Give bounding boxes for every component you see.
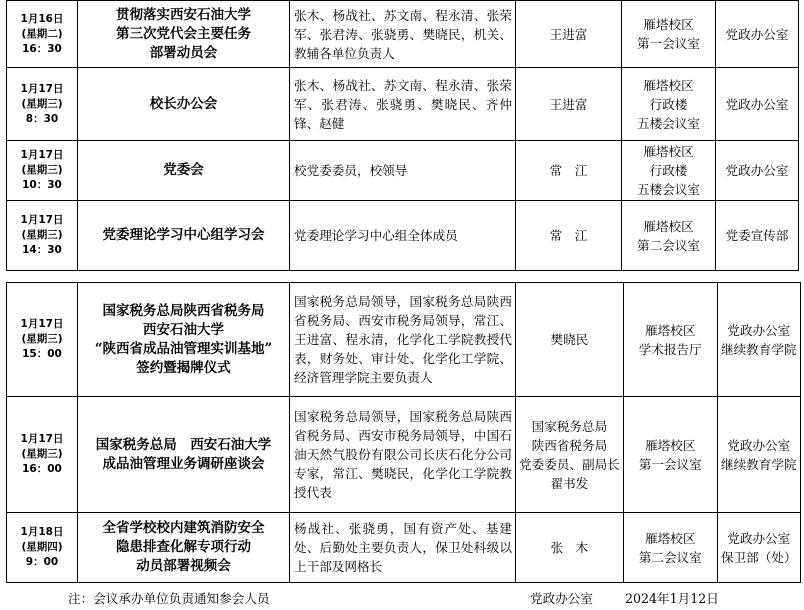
meeting-row [7, 141, 799, 201]
meeting-place: 雁塔校区 行政楼 五楼会议室 [622, 141, 716, 201]
footer-date: 2024年1月12日 [625, 591, 719, 606]
meeting-leader: 张 木 [516, 513, 624, 583]
meeting-time: 1月17日 (星期三) 16：00 [7, 397, 78, 513]
meeting-title: 国家税务总局 西安石油大学 成品油管理业务调研座谈会 [78, 397, 290, 513]
meeting-time: 1月18日 (星期四) 9：00 [7, 513, 78, 583]
meeting-row [7, 397, 801, 513]
meeting-organizer: 党委宣传部 [716, 201, 799, 271]
meeting-leader: 王进富 [516, 1, 622, 68]
meeting-leader: 樊晓民 [516, 283, 624, 397]
meeting-title: 党委会 [78, 141, 290, 201]
meeting-time: 1月17日 (星期三) 14：30 [7, 201, 78, 271]
schedule-table-part2 [6, 282, 801, 583]
meeting-title: 校长办公会 [78, 68, 290, 141]
meeting-title: 全省学校校内建筑消防安全 隐患排查化解专项行动 动员部署视频会 [78, 513, 290, 583]
meeting-row [7, 513, 801, 583]
meeting-title: 国家税务总局陕西省税务局 西安石油大学 “陕西省成品油管理实训基地” 签约暨揭牌仪式 [78, 283, 290, 397]
meeting-attendees: 国家税务总局领导，国家税务总局陕西省税务局、西安市税务局领导，中国石油天然气股份有限公司长庆石化分公司专家，常江、樊晓民，化学化工学院教授代表 [290, 397, 516, 513]
meeting-attendees: 校党委委员，校领导 [290, 141, 516, 201]
meeting-row [7, 1, 799, 68]
schedule-table-part1 [6, 0, 799, 271]
meeting-title: 党委理论学习中心组学习会 [78, 201, 290, 271]
meeting-place: 雁塔校区 第一会议室 [623, 397, 717, 513]
meeting-organizer: 党政办公室 继续教育学院 [717, 397, 800, 513]
meeting-attendees: 杨战社、张骁勇，国有资产处、基建处、后勤处主要负责人，保卫处科级以上干部及网格长 [290, 513, 516, 583]
meeting-place: 雁塔校区 第二会议室 [622, 201, 716, 271]
meeting-attendees: 张木、杨战社、苏文南、程永清、张荣军、张君涛、张骁勇、樊晓民，机关、教辅各单位负责人 [290, 1, 516, 68]
meeting-organizer: 党政办公室 [716, 141, 799, 201]
meeting-place: 雁塔校区 第二会议室 [623, 513, 717, 583]
meeting-time: 1月17日 (星期三) 15：00 [7, 283, 78, 397]
meeting-time: 1月17日 (星期三) 8：30 [7, 68, 78, 141]
meeting-attendees: 党委理论学习中心组全体成员 [290, 201, 516, 271]
meeting-attendees: 张木、杨战社、苏文南、程永清、张荣军、张君涛、张骁勇、樊晓民、齐仲锋、赵健 [290, 68, 516, 141]
meeting-organizer: 党政办公室 保卫部（处） [717, 513, 800, 583]
meeting-organizer: 党政办公室 继续教育学院 [717, 283, 800, 397]
meeting-row [7, 68, 799, 141]
footer-note: 注：会议承办单位负责通知参会人员 [68, 591, 270, 606]
meeting-leader: 常 江 [516, 201, 622, 271]
meeting-organizer: 党政办公室 [716, 68, 799, 141]
meeting-leader: 国家税务总局 陕西省税务局 党委委员、副局长 翟书发 [516, 397, 624, 513]
meeting-row [7, 201, 799, 271]
meeting-place: 雁塔校区 学术报告厅 [623, 283, 717, 397]
footer-issuer: 党政办公室 [530, 591, 593, 606]
meeting-leader: 王进富 [516, 68, 622, 141]
meeting-leader: 常 江 [516, 141, 622, 201]
meeting-organizer: 党政办公室 [716, 1, 799, 68]
meeting-row [7, 283, 801, 397]
meeting-place: 雁塔校区 行政楼 五楼会议室 [622, 68, 716, 141]
meeting-title: 贯彻落实西安石油大学 第三次党代会主要任务 部署动员会 [78, 1, 290, 68]
meeting-place: 雁塔校区 第一会议室 [622, 1, 716, 68]
meeting-attendees: 国家税务总局领导，国家税务总局陕西省税务局、西安市税务局领导，常江、王进富、程永清，化学化工学院教授代表，财务处、审计处、化学化工学院、经济管理学院主要负责人 [290, 283, 516, 397]
meeting-time: 1月17日 (星期三) 10：30 [7, 141, 78, 201]
meeting-time: 1月16日 (星期二) 16：30 [7, 1, 78, 68]
